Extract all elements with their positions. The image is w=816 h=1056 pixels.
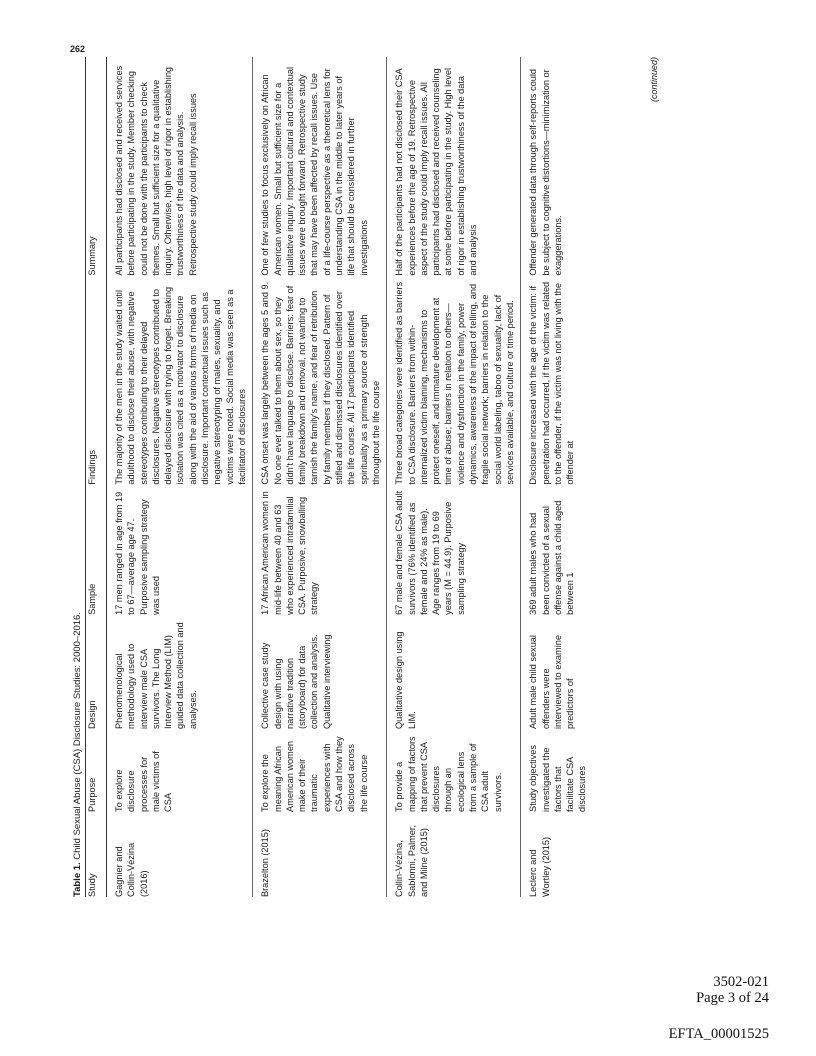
cell-summary [253,57,387,276]
cell-sample [107,485,253,615]
cell-text: Qualitative design using LIM. [394,631,417,730]
table-header-row [84,57,107,897]
column-header-text: Design [87,700,97,730]
cell-text: Brazelton (2015) [260,829,271,897]
table-row [253,57,387,897]
cell-text: CSA onset was largely between the ages 5 and 9. No one ever talked to them about sex, so they didn't have language to disclose. Barriers: fear of family breakdown and removal, not wanting to tarnish the family's name, and fear of retribution by family members if they disclosed. Pattern of stifled and dismissed disclosures identified over the life course. All 17 participants identified spirituality as a primary source of strength throughout the life course [260,281,381,485]
rotated-table-page [72,57,672,897]
cell-summary [387,57,521,276]
footer-page-of: Page 3 of 24 [696,990,769,1006]
column-header-findings [84,276,107,485]
column-header-summary [84,57,107,276]
cell-text: 369 adult males who had been convicted of a sexual offense against a child aged between 1 [528,500,576,615]
footer-efta-id: EFTA_00001525 [668,1026,769,1042]
cell-study [387,812,521,897]
cell-text: To explore disclosure processes for male victims of CSA [114,751,174,812]
page-number: 262 [70,44,86,54]
table-row [521,57,593,897]
cell-design [521,615,593,729]
cell-purpose [253,729,387,812]
cell-text: To provide a mapping of factors that prevent CSA disclosures through an ecological lens from a sample of CSA adult survivors. [394,736,503,812]
disclosure-studies-table [84,57,593,897]
column-header-sample [84,485,107,615]
table-caption-label: Table 1. [72,862,83,897]
cell-design [253,615,387,729]
continued-note: (continued) [649,57,659,103]
table-caption [72,612,84,897]
cell-text: Three broad categories were identified as barriers to CSA disclosure. Barriers from within-internalized victim blaming, mechanisms to protect oneself, and immature development at time of abuse; barriers in relation to others—violence and dysfunction in the family, power dynamics, awareness of the impact of telling, and fragile social network; barriers in relation to the social world labeling, taboo of sexuality, lack of services available, and culture or time period. [394,281,515,485]
cell-findings [253,276,387,485]
cell-text: To explore the meaning African American women make of their traumatic experiences with CSA and how they disclosed across the life course [260,736,369,812]
table-caption-text: Child Sexual Abuse (CSA) Disclosure Studies: 2000–2016. [72,612,83,860]
cell-sample [253,485,387,615]
table-row [387,57,521,897]
cell-sample [521,485,593,615]
cell-text: 67 male and female CSA adult survivors (76% identified as female and 24% as male). Age ranges from 19 to 69 years (M = 44.9). Purposive sampling strategy [394,490,466,615]
cell-text: 17 African American women in mid-life between 40 and 63 who experienced intrafamilial CSA. Purposive, snowballing strategy [260,491,320,615]
cell-text: Gagnier and Collin-Vézina (2016) [114,842,149,897]
cell-text: 17 men ranged in age from 19 to 67—average age 47. Purposive sampling strategy was used [114,491,161,615]
cell-text: Half of the participants had not disclosed their CSA experiences before the age of 19. Retrospective aspect of the study could imply recall issues. All participants had disclosed and received counseling at some before participating in the study. High level of rigor in establishing trustworthiness of the data and analysis [394,67,479,276]
cell-purpose [387,729,521,812]
column-header-study [84,812,107,897]
cell-summary [521,57,593,276]
cell-study [107,812,253,897]
cell-text: Offender generated data through self-reports could be subject to cognitive distortions—minimization or exaggerations. [528,68,563,276]
cell-text: One of few studies to focus exclusively on African American women. Small but sufficient size for a qualitative inquiry. Important cultural and contextual issues were brought forward. Retrospective study that may have been affected by recall issues. Use of a life-course perspective as a theoretical lens for understanding CSA in the middle to later years of life that should be considered in further investigations [260,66,369,276]
column-header-purpose [84,729,107,812]
cell-text: The majority of the men in the study waited until adulthood to disclose their abuse, with negative stereotypes contributing to their delayed disclosures. Negative stereotypes contributed to delayed disclosure with trying to forget. Breaking isolation was cited as a motivator to disclosure along with the aid of various forms of media on disclosure. Important contextual issues such as negative stereotyping of males, sexuality, and victims were noted. Social media was seen as a facilitator of disclosures [114,286,247,485]
cell-findings [107,276,253,485]
column-header-text: Summary [87,236,97,276]
cell-text: Adult male child sexual offenders were interviewed to examine predictors of [528,635,576,730]
cell-study [253,812,387,897]
landscape-content [72,57,672,897]
cell-findings [521,276,593,485]
cell-summary [107,57,253,276]
cell-purpose [107,729,253,812]
column-header-text: Sample [87,583,97,615]
footer-doc-number: 3502-021 [713,974,769,990]
column-header-text: Findings [87,449,97,485]
cell-text: Phenomenological methodology used to interview male CSA survivors. The Long Interview Method (LIM) guided data collection and analyses. [114,622,198,730]
column-header-text: Purpose [87,777,97,812]
column-header-design [84,615,107,729]
cell-sample [387,485,521,615]
cell-text: Collective case study design with using narrative tradition (storyboard) for data collection and analysis. Qualitative interviewing [260,634,332,730]
cell-text: Collin-Vézina, Sablonni, Palmer, and Milne (2015) [394,824,429,897]
cell-text: Disclosure increased with the age of the victim: if penetration had occurred, if the victim was related to the offender, if the victim was not living with the offender at [528,281,576,485]
cell-findings [387,276,521,485]
cell-purpose [521,729,593,812]
cell-design [387,615,521,729]
cell-text: Leclerc and Wortley (2015) [528,836,551,897]
column-header-text: Study [87,873,97,897]
cell-design [107,615,253,729]
cell-text: All participants had disclosed and received services before participating in the study. Member checking could not be done with the participants to check themes. Small but sufficient size for a qualitative inquiry. Otherwise, high level of rigor in establishing trustworthiness of the data and analysis. Retrospective study could imply recall issues [114,65,198,276]
cell-study [521,812,593,897]
table-row [107,57,253,897]
cell-text: Study objectives investigated the factors that facilitate CSA disclosures [528,745,588,812]
